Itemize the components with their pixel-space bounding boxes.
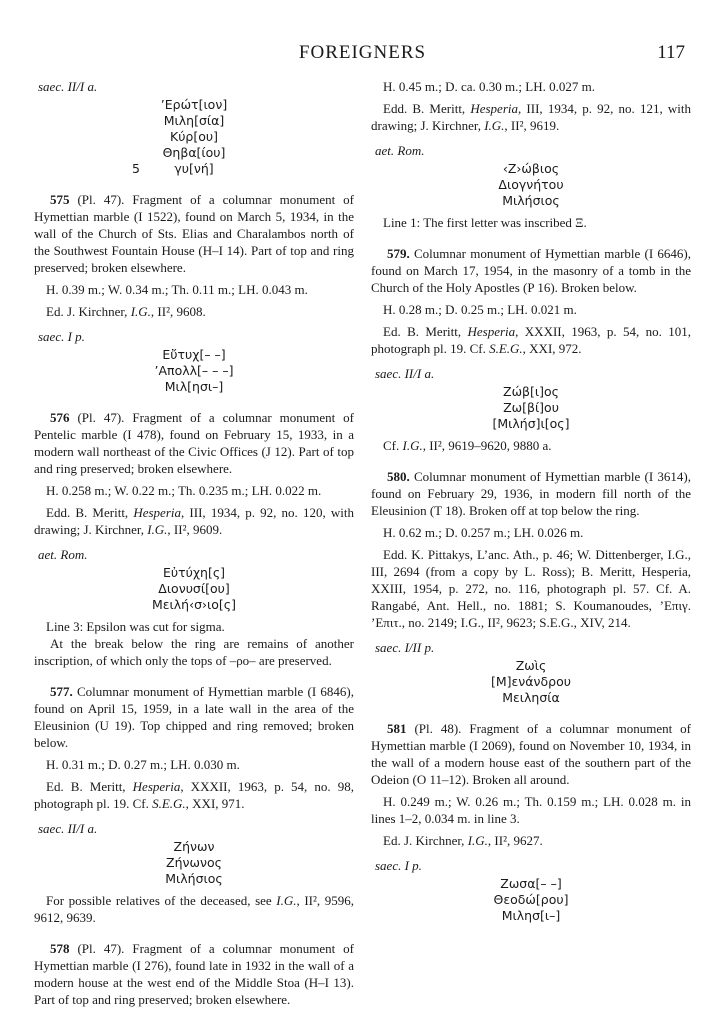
inscription-line: Διονυσί[ου] xyxy=(158,581,230,596)
date-label: saec. I p. xyxy=(375,858,422,873)
entry-578-dimensions: H. 0.45 m.; D. ca. 0.30 m.; LH. 0.027 m. xyxy=(383,79,595,94)
inscription-line: [Μιλήσ]ι[ος] xyxy=(492,416,570,431)
inscription-text xyxy=(371,384,691,432)
inscription-line: ‹Ζ›ώβιος xyxy=(502,161,560,176)
inscription-line: Θεοδώ[ρου] xyxy=(493,892,569,907)
inscription-line: Κύρ[ου] xyxy=(170,129,218,144)
entry-581-dimensions: H. 0.249 m.; W. 0.26 m.; Th. 0.159 m.; LH. 0.028 m. in lines 1–2, 0.034 m. in line 3. xyxy=(371,794,691,826)
date-label: saec. I/II p. xyxy=(375,640,435,655)
inscription-line: Μιλη[σία] xyxy=(163,113,225,128)
date-label: saec. I p. xyxy=(38,329,85,344)
entry-578-edition: Edd. B. Meritt, Hesperia, III, 1934, p. 92, no. 121, with drawing; J. Kirchner, I.G., II², 9619. xyxy=(371,101,691,133)
date-label: aet. Rom. xyxy=(38,547,88,562)
entry-578-note: Line 1: The first letter was inscribed Ξ. xyxy=(383,215,587,230)
date-label: saec. II/I a. xyxy=(375,366,435,381)
inscription-text xyxy=(34,97,354,177)
entry-576-description: 576 (Pl. 47). Fragment of a columnar monument of Pentelic marble (I 478), found on February 15, 1933, in a modern wall northeast of the Civic Offices (J 12). Part of top and ring preserved; broken elsewhere. xyxy=(34,410,355,476)
inscription-line: Μιλήσιος xyxy=(502,193,560,208)
inscription-text xyxy=(371,658,691,706)
inscription-line: Μιλησ[ι–] xyxy=(501,908,561,923)
entry-576-note: At the break below the ring are remains of another inscription, of which only the tops of –ρο– are preserved. xyxy=(34,636,354,668)
entry-581-edition: Ed. J. Kirchner, I.G., II², 9627. xyxy=(383,833,543,848)
date-label: aet. Rom. xyxy=(375,143,425,158)
entry-575-dimensions: H. 0.39 m.; W. 0.34 m.; Th. 0.11 m.; LH. 0.043 m. xyxy=(46,282,308,297)
page-number: 117 xyxy=(657,42,685,63)
inscription-text xyxy=(34,347,354,395)
entry-number: 579. xyxy=(387,246,410,261)
entry-577-description: 577. Columnar monument of Hymettian marble (I 6846), found on April 15, 1959, in a late wall in the area of the Eleusinion (U 19). Top chipped and ring removed; broken below. xyxy=(34,684,354,750)
inscription-line: γυ[νή] xyxy=(174,161,214,176)
entry-579-dimensions: H. 0.28 m.; D. 0.25 m.; LH. 0.021 m. xyxy=(383,302,577,317)
entry-576-dimensions: H. 0.258 m.; W. 0.22 m.; Th. 0.235 m.; LH. 0.022 m. xyxy=(46,483,322,498)
entry-577-dimensions: H. 0.31 m.; D. 0.27 m.; LH. 0.030 m. xyxy=(46,757,240,772)
entry-581-description: 581 (Pl. 48). Fragment of a columnar monument of Hymettian marble (I 2069), found on November 10, 1934, in the wall of a modern house east of the southern part of the Odeion (O 11–12). Broken all around. xyxy=(371,721,692,787)
inscription-text xyxy=(371,161,691,209)
date-label: saec. II/I a. xyxy=(38,79,98,94)
entry-576-edition: Edd. B. Meritt, Hesperia, III, 1934, p. 92, no. 120, with drawing; J. Kirchner, I.G., II², 9609. xyxy=(34,505,354,537)
entry-578-description: 578 (Pl. 47). Fragment of a columnar monument of Hymettian marble (I 276), found late in 1932 in the wall of a modern house at the west end of the Middle Stoa (H–I 13). Part of top and ring preserved; broken elsewhere. xyxy=(34,941,355,1007)
entry-577-edition: Ed. B. Meritt, Hesperia, XXXII, 1963, p. 54, no. 98, photograph pl. 19. Cf. S.E.G., XXI, 971. xyxy=(34,779,354,811)
entry-579-description: 579. Columnar monument of Hymettian marble (I 6646), found on March 17, 1954, in the masonry of a tomb in the Church of the Holy Apostles (P 16). Broken below. xyxy=(371,246,691,295)
entry-number: 581 xyxy=(387,721,407,736)
entry-575-edition: Ed. J. Kirchner, I.G., II², 9608. xyxy=(46,304,206,319)
entry-number: 580. xyxy=(387,469,410,484)
inscription-text xyxy=(34,565,354,613)
entry-number: 578 xyxy=(50,941,70,956)
entry-number: 576 xyxy=(50,410,70,425)
inscription-line: Μιλ[ησι–] xyxy=(164,379,224,394)
inscription-line: ’Ερώτ[ιον] xyxy=(160,97,228,112)
inscription-line: [Μ]ενάνδρου xyxy=(491,674,571,689)
inscription-line: Εὐτύχη[ς] xyxy=(162,565,226,580)
left-column xyxy=(34,78,354,1008)
inscription-line: Ζωὶς xyxy=(515,658,547,673)
inscription-line: Εὔτυχ[– –] xyxy=(162,347,226,362)
entry-580-dimensions: H. 0.62 m.; D. 0.257 m.; LH. 0.026 m. xyxy=(383,525,584,540)
inscription-line: Ζω[βί]ου xyxy=(503,400,559,415)
inscription-line: Θηβα[ίου] xyxy=(162,145,226,160)
running-title: FOREIGNERS xyxy=(298,42,427,63)
entry-580-edition: Edd. K. Pittakys, L’anc. Ath., p. 46; W. Dittenberger, I.G., III, 2694 (from a copy by L. Ross); B. Meritt, Hesperia, XXIII, 1954, p. 272, no. 116, photograph pl. 57. Cf. A. Rangabé, Ant. Hell., no. 1881; S. Koumanoudes, ’Επιγ. ’Επιτ., no. 2149; I.G., II², 9623; S.E.G., XIV, 214. xyxy=(371,547,691,630)
entry-579-edition: Ed. B. Meritt, Hesperia, XXXII, 1963, p. 54, no. 101, photograph pl. 19. Cf. S.E.G., XXI, 972. xyxy=(371,324,692,356)
inscription-line: ’Απολλ[– – –] xyxy=(154,363,234,378)
entry-number: 577. xyxy=(50,684,73,699)
inscription-line: Μιλήσιος xyxy=(165,871,223,886)
inscription-line: Διογνήτου xyxy=(498,177,564,192)
inscription-line: Ζωσα[– –] xyxy=(500,876,562,891)
entry-579-cf: Cf. I.G., II², 9619–9620, 9880 a. xyxy=(383,438,552,453)
inscription-text xyxy=(34,839,354,887)
inscription-line: Μειλησία xyxy=(502,690,560,705)
line-number: 5 xyxy=(132,161,140,176)
inscription-line: Ζήνων xyxy=(173,839,215,854)
entry-575-description: 575 (Pl. 47). Fragment of a columnar monument of Hymettian marble (I 1522), found on March 5, 1934, in the wall of the Church of Sts. Elias and Charalambos north of the Southwest Fountain House (H–I 14). Part of top and ring preserved; broken elsewhere. xyxy=(34,192,355,275)
inscription-text xyxy=(371,876,691,924)
entry-577-note: For possible relatives of the deceased, see I.G., II², 9596, 9612, 9639. xyxy=(34,893,354,925)
inscription-line: Ζώβ[ι]ος xyxy=(503,384,559,399)
entry-576-note: Line 3: Epsilon was cut for sigma. xyxy=(46,619,225,634)
right-column xyxy=(371,78,691,924)
inscription-line: Μειλή‹σ›ιο[ς] xyxy=(152,597,236,612)
date-label: saec. II/I a. xyxy=(38,821,98,836)
entry-580-description: 580. Columnar monument of Hymettian marble (I 3614), found on February 29, 1936, in modern fill north of the Eleusinion (T 18). Broken off at top below the ring. xyxy=(371,469,691,518)
inscription-line: Ζήνωνος xyxy=(166,855,222,870)
entry-number: 575 xyxy=(50,192,70,207)
